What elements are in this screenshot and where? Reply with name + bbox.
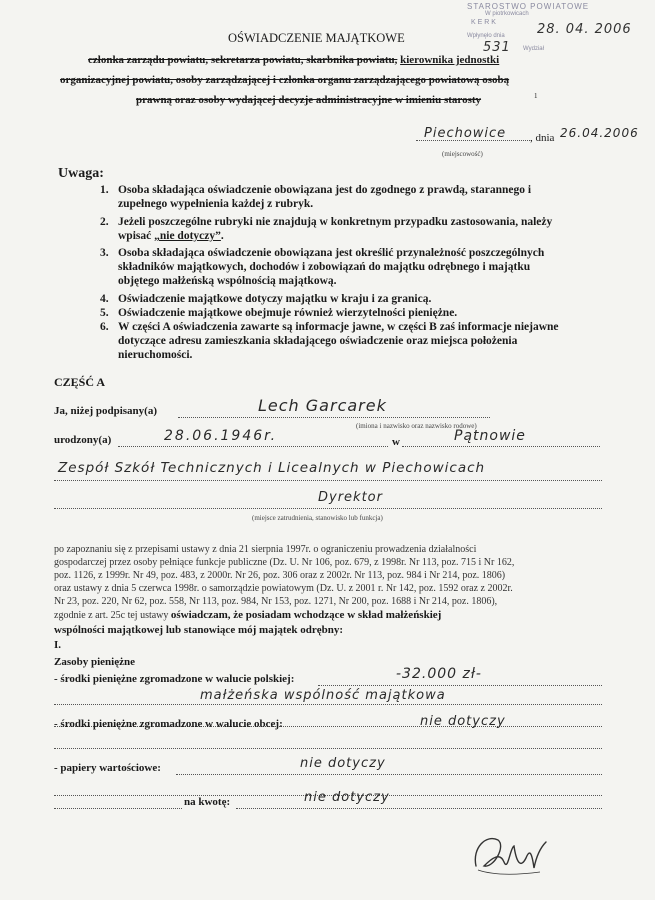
- uwaga-heading: Uwaga:: [58, 166, 104, 181]
- uwaga-item-3: [100, 246, 545, 288]
- uwaga-item-6: [100, 320, 559, 362]
- uwaga-item-4: [100, 292, 432, 306]
- subtitle-line-1-kept: kierownika jednostki: [400, 54, 500, 66]
- place-caption: (miejscowość): [442, 150, 483, 158]
- amount-dotted-line: [236, 808, 602, 809]
- legal-para-6: [54, 609, 441, 621]
- section-roman-i: I.: [54, 639, 62, 651]
- uwaga-item-1-line-2: zupełnego wypełnienia każdej z rubryk.: [118, 198, 314, 210]
- uwaga-item-2-line-2-a: wpisać: [118, 230, 155, 242]
- born-place-value: Pątnowie: [454, 428, 526, 444]
- pln-label: - środki pieniężne zgromadzone w walucie polskiej:: [54, 673, 295, 685]
- uwaga-item-2-line-2-c: .: [220, 230, 224, 242]
- uwaga-item-3-line-1: Osoba składająca oświadczenie obowiązana jest określić przynależność poszczególnych: [118, 247, 545, 259]
- born-date-dotted-line: [118, 446, 388, 447]
- uwaga-item-6-line-1: W części A oświadczenia zawarte są informacje jawne, w części B zaś informacje niejawne: [118, 321, 559, 333]
- stamp-office: STAROSTWO POWIATOWE: [467, 2, 590, 11]
- amount-label: na kwotę:: [184, 796, 231, 808]
- uwaga-item-6-line-3: nieruchomości.: [118, 349, 193, 361]
- signature: [470, 818, 550, 888]
- uwaga-item-2-line-2: [118, 229, 552, 243]
- uwaga-item-6-line-2: dotyczące adresu zamieszkania składającego oświadczenie oraz miejsca położenia: [118, 335, 518, 347]
- stamp-kerk: K E R K: [471, 19, 496, 26]
- position-value: Dyrektor: [318, 490, 383, 505]
- place-value: Piechowice: [424, 126, 507, 141]
- pln-dotted-line: [318, 685, 602, 686]
- workplace-value: Zespół Szkół Technicznych i Licealnych w Piechowicach: [58, 460, 486, 476]
- legal-para-4: oraz ustawy z dnia 5 czerwca 1998r. o samorządzie powiatowym (Dz. U. z 2001 r. Nr 142, poz. 1592 oraz z 2002r.: [54, 583, 513, 594]
- uwaga-item-2-line-1: Jeżeli poszczególne rubryki nie znajdują w konkretnym przypadku zastosowania, należy: [118, 216, 553, 228]
- signature-graphic: [470, 818, 550, 888]
- pln-note: małżeńska wspólność majątkowa: [200, 688, 446, 703]
- legal-para-2: gospodarczej przez osoby pełniące funkcje publiczne (Dz. U. Nr 106, poz. 679, z 1998r. Nr 113, poz. 715 i Nr 162,: [54, 557, 515, 568]
- subtitle-footnote: 1: [534, 92, 538, 100]
- stamp-received-label: W piotrkowicach: [485, 11, 529, 17]
- uwaga-item-3-line-3: objętego małżeńską wspólnością majątkową.: [118, 275, 337, 287]
- stamp-line2: Wpłynęło dnia: [467, 33, 505, 39]
- uwaga-item-2-num: 2.: [100, 216, 109, 228]
- document-title: OŚWIADCZENIE MAJĄTKOWE: [228, 31, 405, 45]
- born-date-value: 28.06.1946r.: [164, 428, 278, 444]
- uwaga-item-5-line-1: Oświadczenie majątkowe obejmuje również wierzytelności pieniężne.: [118, 307, 458, 319]
- place-dotted-line: [416, 140, 532, 141]
- uwaga-item-3-num: 3.: [100, 247, 109, 259]
- legal-para-1: po zapoznaniu się z przepisami ustawy z dnia 21 sierpnia 1997r. o ograniczeniu prowadzenia działalności: [54, 544, 477, 555]
- uwaga-item-1-line-1: Osoba składająca oświadczenie obowiązana jest do zgodnego z prawdą, starannego i: [118, 184, 532, 196]
- pln-value: -32.000 zł-: [396, 666, 482, 682]
- uwaga-item-4-line-1: Oświadczenie majątkowe dotyczy majątku w kraju i za granicą.: [118, 293, 432, 305]
- securities-value: nie dotyczy: [300, 756, 386, 771]
- subtitle-line-2: organizacyjnej powiatu, osoby zarządzającej i członka organu zarządzającego powiatową osobą: [60, 74, 510, 86]
- born-w-label: w: [392, 436, 400, 448]
- zasoby-heading: Zasoby pieniężne: [54, 656, 135, 668]
- workplace-dotted-line: [54, 480, 602, 481]
- amount-lead-dotted-line: [54, 808, 182, 809]
- foreign-label: - środki pieniężne zgromadzone w walucie obcej:: [54, 718, 283, 730]
- securities-dotted-line: [176, 774, 602, 775]
- part-a-heading: CZĘŚĆ A: [54, 375, 106, 389]
- born-place-dotted-line: [402, 446, 600, 447]
- foreign-value: nie dotyczy: [420, 714, 506, 729]
- legal-para-3: poz. 1126, z 1999r. Nr 49, poz. 483, z 2000r. Nr 26, poz. 306 oraz z 2002r. Nr 113, poz. 984 i Nr 214, poz. 1806): [54, 570, 506, 581]
- subtitle-line-1: [88, 54, 499, 66]
- subtitle-line-1-struck: członka zarządu powiatu, sekretarza powiatu, skarbnika powiatu,: [88, 54, 398, 66]
- signer-caption: (imiona i nazwisko oraz nazwisko rodowe): [356, 422, 477, 430]
- legal-para-7: wspólności majątkowej lub stanowiące mój majątek odrębny:: [54, 624, 344, 636]
- legal-para-6-b: oświadczam, że posiadam wchodzące w skład małżeńskiej: [170, 609, 442, 621]
- uwaga-item-1: [100, 183, 532, 211]
- amount-value: nie dotyczy: [304, 790, 390, 805]
- signer-dotted-line: [178, 417, 490, 418]
- position-dotted-line: [54, 508, 602, 509]
- uwaga-item-5: [100, 306, 458, 320]
- stamp-date: 28. 04. 2006: [537, 22, 632, 37]
- stamp-line3: Wydział: [523, 46, 544, 52]
- legal-para-5: Nr 23, poz. 220, Nr 62, poz. 558, Nr 113, poz. 984, Nr 153, poz. 1271, Nr 200, poz. 1688 i Nr 214, poz. 1806),: [54, 596, 498, 607]
- foreign-dotted-line-2: [54, 748, 602, 749]
- uwaga-item-1-num: 1.: [100, 184, 109, 196]
- uwaga-item-6-num: 6.: [100, 321, 109, 333]
- securities-label: - papiery wartościowe:: [54, 762, 161, 774]
- signer-label: Ja, niżej podpisany(a): [54, 405, 157, 417]
- uwaga-item-4-num: 4.: [100, 293, 109, 305]
- born-label: urodzony(a): [54, 434, 112, 446]
- signer-value: Lech Garcarek: [258, 396, 387, 415]
- subtitle-line-3: prawną oraz osoby wydającej decyzje administracyjne w imieniu starosty: [136, 94, 482, 106]
- uwaga-item-3-line-2: składników majątkowych, dochodów i zobowiązań do majątku odrębnego i majątku: [118, 261, 531, 273]
- position-caption: (miejsce zatrudnienia, stanowisko lub funkcja): [252, 514, 383, 522]
- dnia-label: , dnia: [530, 132, 555, 144]
- date-value: 26.04.2006: [560, 126, 639, 140]
- legal-para-6-a: zgodnie z art. 25c tej ustawy: [54, 610, 171, 621]
- registry-stamp: [463, 2, 653, 56]
- pln-note-dotted-line: [54, 704, 602, 705]
- uwaga-item-2: [100, 215, 553, 243]
- stamp-number: 531: [483, 40, 511, 55]
- nie-dotyczy-phrase: „nie dotyczy”: [154, 230, 221, 242]
- uwaga-item-5-num: 5.: [100, 307, 109, 319]
